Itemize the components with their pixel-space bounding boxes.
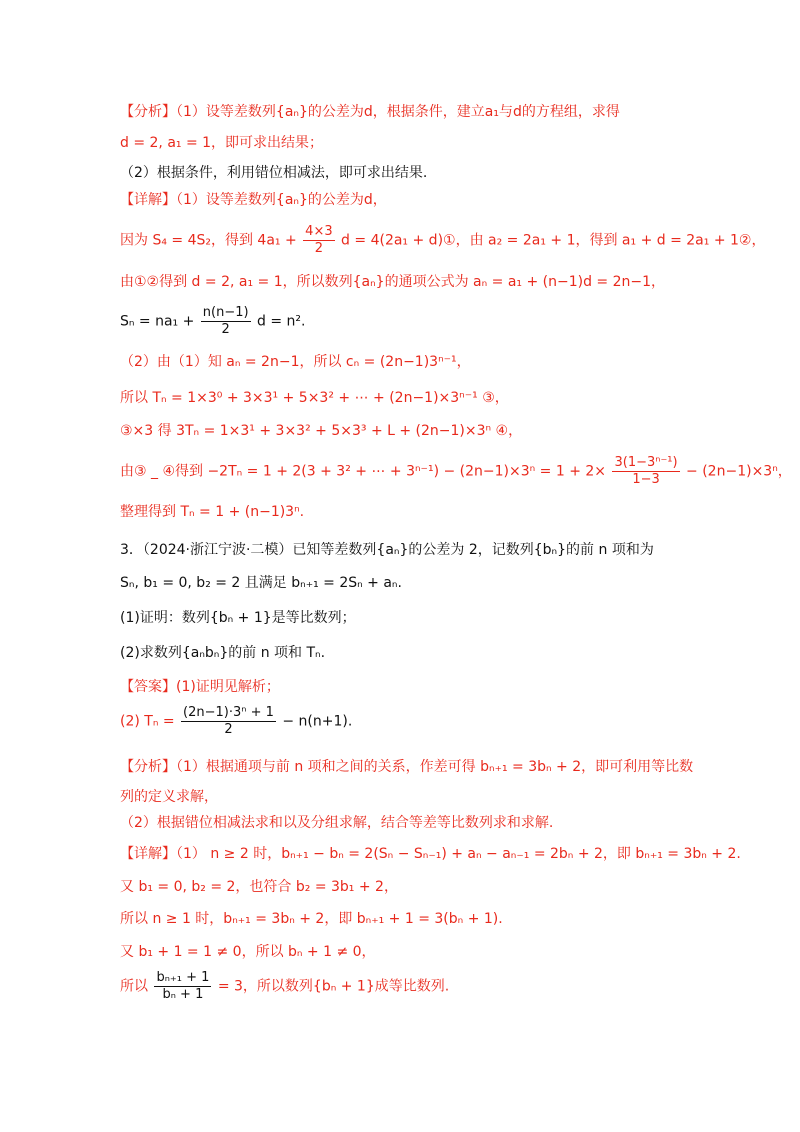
- problem-3-line-2: Sₙ, b₁ = 0, b₂ = 2 且满足 bₙ₊₁ = 2Sₙ + aₙ.: [120, 575, 402, 591]
- detail-line-2: 因为 S₄ = 4S₂，得到 4a₁ + $\frac{4\times 3}{2}$ d = 4(2a₁ + d)①，由 a₂ = 2a₁ + 1，得到 a₁ + d = 2a₁ + 1②，: [120, 224, 766, 256]
- analysis-line-3: （2）根据条件，利用错位相减法，即可求出结果.: [120, 165, 428, 181]
- detail-line-3: 由①②得到 d = 2, a₁ = 1，所以数列{aₙ}的通项公式为 aₙ = a₁ + (n−1)d = 2n−1，: [120, 274, 666, 290]
- analysis-line-2: d = 2, a₁ = 1，即可求出结果；: [120, 135, 324, 151]
- part2-line-4: 由③ _ ④得到 −2Tₙ = 1 + 2(3 + 3² + ⋯ + 3ⁿ⁻¹) − (2n−1)×3ⁿ = 1 + 2× $\frac{\text{3(1−3ⁿ⁻¹)}}{1-3}$ − (2n−1)×3ⁿ，: [120, 455, 792, 487]
- problem-3-line-1: 3．（2024·浙江宁波·二模）已知等差数列{aₙ}的公差为 2，记数列{bₙ}的前 n 项和为: [120, 542, 654, 558]
- sum-formula-line: Sₙ = na₁ + $\frac{n(n-1)}{2}$ d = n².: [120, 305, 306, 337]
- detail2-line-4: 又 b₁ + 1 = 1 ≠ 0，所以 bₙ + 1 ≠ 0，: [120, 944, 376, 960]
- detail2-line-2: 又 b₁ = 0, b₂ = 2，也符合 b₂ = 3b₁ + 2，: [120, 879, 398, 895]
- analysis2-line-1: 【分析】（1）根据通项与前 n 项和之间的关系，作差可得 bₙ₊₁ = 3bₙ + 2，即可利用等比数: [120, 759, 694, 775]
- fraction-geometric: $\frac{\text{3(1−3ⁿ⁻¹)}}{1-3}$: [614, 455, 678, 487]
- problem-3-part-2: (2)求数列{aₙbₙ}的前 n 项和 Tₙ.: [120, 645, 326, 661]
- answer-line-1: 【答案】(1)证明见解析；: [120, 679, 280, 695]
- part2-line-2: 所以 Tₙ = 1×3⁰ + 3×3¹ + 5×3² + ⋯ + (2n−1)×3ⁿ⁻¹ ③，: [120, 390, 509, 406]
- problem-3-part-1: (1)证明：数列{bₙ + 1}是等比数列；: [120, 610, 356, 626]
- detail2-line-5: 所以 $\frac{\text{bₙ₊₁ + 1}}{\text{bₙ + 1}}$ = 3，所以数列{bₙ + 1}成等比数列.: [120, 970, 450, 1002]
- part2-line-3: ③×3 得 3Tₙ = 1×3¹ + 3×3² + 5×3³ + L + (2n−1)×3ⁿ ④，: [120, 423, 523, 439]
- analysis-line-1: 【分析】（1）设等差数列{aₙ}的公差为d，根据条件，建立a₁与d的方程组，求得: [120, 104, 620, 120]
- answer-line-2: (2) Tₙ = $\frac{\text{(2n−1)·3ⁿ + 1}}{2}$ − n(n+1).: [120, 705, 353, 737]
- part2-line-1: （2）由（1）知 aₙ = 2n−1，所以 cₙ = (2n−1)3ⁿ⁻¹，: [120, 354, 471, 370]
- fraction-Tn: $\frac{\text{(2n−1)·3ⁿ + 1}}{2}$: [183, 705, 274, 737]
- detail-line-1: 【详解】（1）设等差数列{aₙ}的公差为d，: [120, 192, 387, 208]
- part2-result: 整理得到 Tₙ = 1 + (n−1)3ⁿ.: [120, 504, 305, 520]
- detail2-line-3: 所以 n ≥ 1 时，bₙ₊₁ = 3bₙ + 2，即 bₙ₊₁ + 1 = 3(bₙ + 1).: [120, 911, 503, 927]
- fraction-sum: $\frac{n(n-1)}{2}$: [202, 305, 249, 337]
- analysis2-line-3: （2）根据错位相减法求和以及分组求解，结合等差等比数列求和求解.: [120, 815, 554, 831]
- analysis2-line-2: 列的定义求解，: [120, 789, 218, 805]
- fraction-4x3-over-2: $\frac{4\times 3}{2}$: [305, 224, 333, 256]
- fraction-ratio: $\frac{\text{bₙ₊₁ + 1}}{\text{bₙ + 1}}$: [156, 970, 210, 1002]
- detail2-line-1: 【详解】（1） n ≥ 2 时，bₙ₊₁ − bₙ = 2(Sₙ − Sₙ₋₁) + aₙ − aₙ₋₁ = 2bₙ + 2，即 bₙ₊₁ = 3bₙ + 2.: [120, 846, 741, 862]
